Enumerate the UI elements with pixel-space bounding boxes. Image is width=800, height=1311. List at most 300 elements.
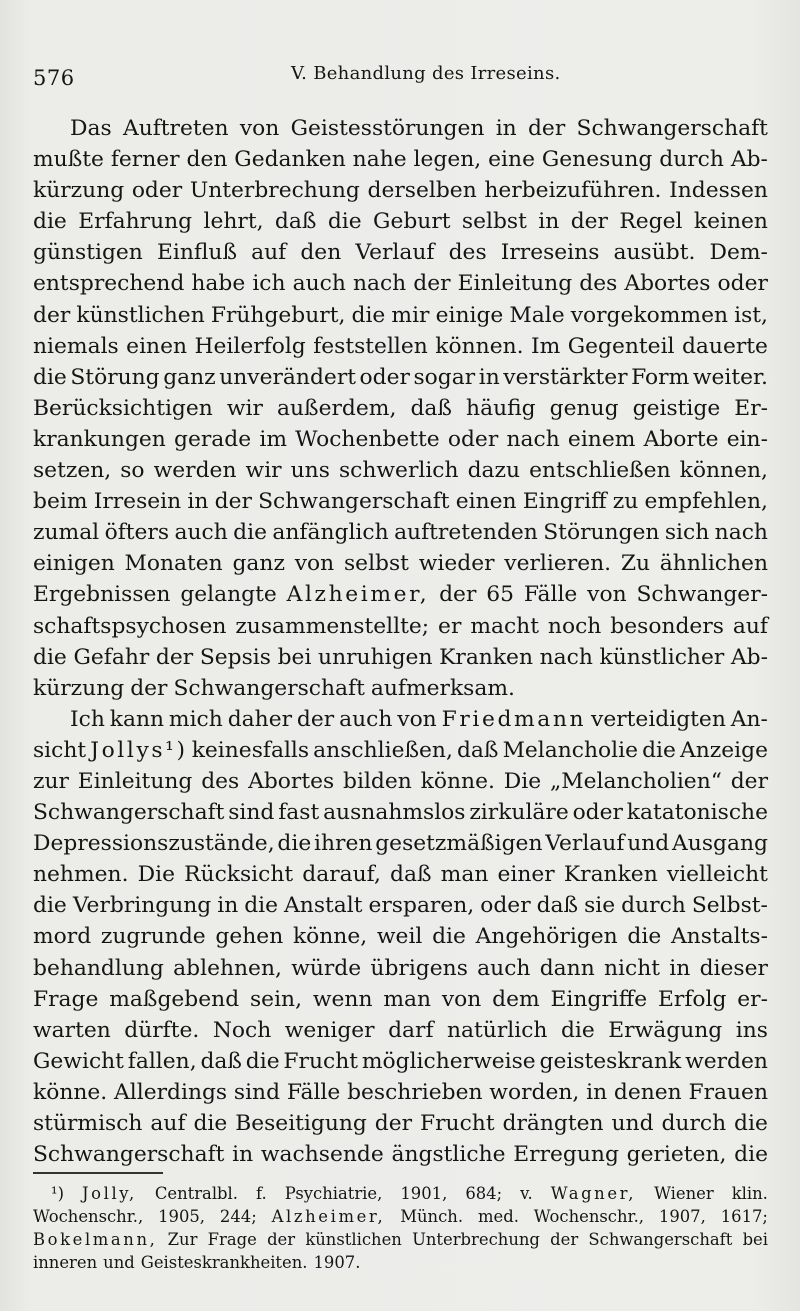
word: Indessen [669, 178, 768, 204]
word: Ergebnissen [33, 582, 171, 608]
word: Bokelmann, [33, 1230, 158, 1249]
word: Die [137, 862, 175, 888]
word: Frage [207, 1230, 257, 1249]
word: Schwanger- [636, 582, 768, 608]
word: ähnlichen [659, 551, 768, 577]
word: die [193, 1111, 228, 1136]
word: die [734, 1111, 768, 1136]
word: auf [150, 1111, 186, 1136]
word: selbst [343, 551, 409, 577]
word: dieser [699, 955, 768, 981]
word: Abortes [624, 271, 711, 297]
text-line [33, 735, 768, 766]
word: Gegenteil [567, 333, 675, 359]
word: Münch. [400, 1207, 464, 1226]
word: auf [251, 240, 287, 266]
word: f. [256, 1184, 267, 1203]
word: Zu [620, 551, 651, 577]
word: gesetzmäßigen [375, 831, 543, 857]
text-line [33, 953, 768, 984]
word: 1617; [720, 1207, 768, 1226]
word: eine [488, 147, 535, 173]
word: Irreseins [500, 240, 600, 266]
word: auch [174, 520, 228, 546]
word: daß [390, 862, 432, 888]
text-line [33, 890, 768, 921]
word: künstlichen [305, 1230, 402, 1249]
word: die [233, 520, 267, 546]
word: im [259, 426, 287, 452]
word: Irresein [93, 489, 182, 515]
word: Geisteskrankheiten. [140, 1253, 308, 1272]
body-text [33, 113, 768, 1170]
word: auf [732, 613, 768, 639]
word: Angehörigen [475, 924, 618, 950]
word: zu [612, 489, 639, 515]
word: er- [737, 986, 768, 1012]
word: sogar [413, 364, 476, 390]
word: Erregung [513, 1142, 619, 1168]
word: Centralbl. [154, 1184, 239, 1203]
word: habe [191, 271, 246, 297]
word: öfters [104, 520, 170, 546]
word: Jollys¹) [90, 737, 188, 763]
word: weil [376, 924, 423, 950]
word: Frühgeburt, [210, 302, 346, 328]
text-line [33, 548, 768, 579]
word: die [33, 644, 67, 670]
word: natürlich [447, 1017, 548, 1043]
text-line [33, 1108, 768, 1139]
word: 65 [486, 582, 514, 608]
word: Selbst- [691, 893, 768, 919]
word: sich [664, 520, 710, 546]
text-line [33, 237, 768, 268]
word: von [294, 551, 335, 577]
word: daß [456, 737, 499, 763]
word: man [440, 862, 489, 888]
word: Beseitigung [235, 1111, 367, 1136]
word: v. [520, 1184, 533, 1203]
word: einer [497, 862, 555, 888]
word: dem [492, 986, 540, 1012]
word: Monaten [124, 551, 223, 577]
text-line [33, 206, 768, 237]
word: Alzheimer, [271, 1207, 386, 1226]
word: Das [70, 116, 112, 141]
word: ist, [734, 302, 768, 328]
word: des [201, 768, 240, 794]
word: zusammenstellte; [235, 613, 430, 639]
word: gelangte [180, 582, 277, 608]
text-line [33, 486, 768, 517]
footnote-line [33, 1228, 768, 1251]
word: die [245, 1048, 280, 1074]
text-line [33, 1077, 768, 1108]
word: stürmisch [33, 1111, 143, 1136]
word: Frucht [283, 1048, 359, 1074]
word: ersparen, [368, 893, 475, 919]
word: einigen [33, 551, 115, 577]
word: einem [567, 426, 636, 452]
word: Frage [33, 986, 99, 1012]
word: gerieten, [626, 1142, 727, 1168]
word: oder [480, 893, 531, 919]
word: Male [509, 302, 565, 328]
word: Melancholie [502, 737, 639, 763]
word: Störungen [543, 520, 660, 546]
word: Friedmann [441, 706, 587, 732]
word: Jolly, [81, 1184, 137, 1203]
word: in [495, 116, 517, 141]
word: beschrieben [347, 1079, 483, 1105]
word: werden [685, 1048, 768, 1074]
word: gehen [215, 924, 284, 950]
word: keinesfalls [191, 737, 310, 763]
word: Auftreten [122, 116, 229, 141]
word: bilden [343, 768, 412, 794]
word: die [642, 737, 676, 763]
word: der [155, 644, 194, 670]
word: Gefahr [73, 644, 150, 670]
word: ängstliche [391, 1142, 506, 1168]
word: Dem- [709, 240, 768, 266]
word: so [120, 458, 145, 484]
word: einen [455, 489, 517, 515]
word: Genesung [541, 147, 653, 173]
word: die [627, 924, 662, 950]
word: einen [126, 333, 188, 359]
word: setzen, [33, 458, 112, 484]
word: der [730, 768, 768, 794]
word: nach [539, 644, 593, 670]
word: durch [659, 147, 724, 173]
word: nehmen. [33, 862, 129, 888]
word: auch [339, 706, 393, 732]
word: Erwägung [608, 1017, 723, 1043]
word: denen [613, 1079, 682, 1105]
word: weniger [284, 1017, 375, 1043]
word: lehrt, [203, 209, 264, 235]
word: zur [33, 768, 69, 794]
word: übrigens [370, 955, 468, 981]
word: mußte [33, 147, 104, 173]
word: Kranken [439, 644, 533, 670]
word: vielleicht [666, 862, 768, 888]
word: durch [661, 1111, 727, 1136]
word: Eingriffe [550, 986, 648, 1012]
word: wir [226, 395, 263, 421]
word: künstlicher [599, 644, 725, 670]
word: können. [435, 333, 524, 359]
word: und [627, 831, 670, 857]
word: 684; [465, 1184, 503, 1203]
word: könne, [292, 924, 368, 950]
word: verlieren. [504, 551, 612, 577]
word: kann [109, 706, 165, 732]
word: An- [730, 706, 768, 732]
word: herbeizuführen. [484, 178, 662, 204]
word: vorgekommen [570, 302, 729, 328]
text-line [33, 921, 768, 952]
word: von [441, 986, 482, 1012]
word: mir [391, 302, 430, 328]
word: Wiener [654, 1184, 714, 1203]
word: dauerte [681, 333, 768, 359]
word: der [439, 582, 477, 608]
word: Anzeige [680, 737, 768, 763]
word: oder [717, 271, 768, 297]
text-line [33, 517, 768, 548]
word: derselben [367, 178, 477, 204]
word: keinen [693, 209, 768, 235]
word: ein- [726, 426, 768, 452]
word: entsprechend [33, 271, 185, 297]
word: die [33, 893, 67, 919]
word: Erfolg [658, 986, 727, 1012]
word: katatonische [626, 800, 768, 826]
word: der [374, 1111, 413, 1136]
word: ablehnen, [173, 955, 282, 981]
text-line [33, 828, 768, 859]
word: die [277, 831, 312, 857]
word: zumal [33, 520, 100, 546]
word: inneren [33, 1253, 98, 1272]
word: sie [584, 893, 616, 919]
word: Ab- [730, 644, 768, 670]
word: die [33, 209, 67, 235]
word: die [327, 209, 362, 235]
word: klin. [731, 1184, 768, 1203]
word: bei [277, 644, 312, 670]
text-line [33, 300, 768, 331]
word: Regel [619, 209, 683, 235]
word: Störung [70, 364, 160, 390]
word: könne. [33, 1079, 108, 1105]
word: unruhigen [318, 644, 433, 670]
word: zirkuläre [469, 800, 569, 826]
word: häufig [466, 395, 536, 421]
word: Wagner, [550, 1184, 637, 1203]
word: man [383, 986, 432, 1012]
word: Berücksichtigen [33, 395, 213, 421]
word: würde [291, 955, 362, 981]
text-line [33, 268, 768, 299]
word: Im [531, 333, 561, 359]
word: Gewicht [33, 1048, 124, 1074]
text-line [33, 1139, 768, 1170]
word: Heilerfolg [194, 333, 306, 359]
word: einige [435, 302, 504, 328]
word: Einleitung [457, 271, 573, 297]
word: werden [153, 458, 237, 484]
word: behandlung [33, 955, 164, 981]
word: der [33, 302, 71, 328]
word: ihren [314, 831, 373, 857]
word: med. [477, 1207, 519, 1226]
word: verteidigten [591, 706, 726, 732]
word: nach [714, 520, 768, 546]
word: besonders [610, 613, 724, 639]
word: oder [572, 800, 623, 826]
word: auch [292, 271, 346, 297]
word: Depressionszustände, [33, 831, 275, 857]
word: Ausgang [672, 831, 768, 857]
word: Form [631, 364, 690, 390]
footnotes [33, 1182, 768, 1274]
word: Schwangerschaft [33, 1142, 225, 1168]
word: schwerlich [338, 458, 459, 484]
word: der [527, 116, 566, 141]
text-line [33, 175, 768, 206]
word: von [397, 706, 437, 732]
word: dann [539, 955, 595, 981]
word: Anstalt [284, 893, 363, 919]
text-line [33, 455, 768, 486]
word: möglicherweise [361, 1048, 536, 1074]
word: beim [33, 489, 88, 515]
word: günstigen [33, 240, 143, 266]
word: die [734, 1142, 768, 1168]
word: der [130, 675, 168, 701]
word: 1905, [158, 1207, 206, 1226]
word: des [448, 240, 487, 266]
word: sind [233, 1079, 281, 1105]
word: 1907, [658, 1207, 706, 1226]
word: niemals [33, 333, 119, 359]
word: Abortes [248, 768, 335, 794]
word: daß [274, 209, 317, 235]
text-line [33, 673, 768, 704]
word: und [611, 1111, 654, 1136]
word: 1907. [313, 1253, 361, 1272]
word: Schwangerschaft [576, 116, 768, 141]
word: krankungen [33, 426, 166, 452]
word: verstärkter [503, 364, 628, 390]
word: Unterbrechung [412, 1230, 540, 1249]
word: ganz [232, 551, 285, 577]
text-line [33, 1015, 768, 1046]
text-line [33, 113, 768, 144]
word: der [550, 1230, 579, 1249]
word: weiter. [692, 364, 768, 390]
text-line [33, 331, 768, 362]
word: warten [33, 1017, 111, 1043]
word: unverändert [219, 364, 356, 390]
word: der [267, 1230, 296, 1249]
word: in [586, 1079, 608, 1105]
word: wieder [418, 551, 495, 577]
word: den [300, 240, 342, 266]
word: daß [536, 893, 579, 919]
word: in [538, 209, 560, 235]
word: Einfluß [156, 240, 238, 266]
word: Ich [70, 706, 105, 732]
word: Schwangerschaft [258, 489, 450, 515]
word: Fälle [523, 582, 578, 608]
word: des [579, 271, 618, 297]
word: Einleitung [77, 768, 193, 794]
word: 1901, [400, 1184, 448, 1203]
word: Sepsis [199, 644, 271, 670]
word: Wochenbette [295, 426, 440, 452]
word: in [669, 955, 691, 981]
text-line [33, 766, 768, 797]
footnote-line [33, 1205, 768, 1228]
text-line [33, 1046, 768, 1077]
word: ganz [163, 364, 216, 390]
word: Unterbrechung [189, 178, 360, 204]
text-line [33, 984, 768, 1015]
word: Zur [167, 1230, 198, 1249]
word: selbst [461, 209, 527, 235]
word: daher [227, 706, 293, 732]
word: nach [352, 271, 407, 297]
word: der [413, 271, 451, 297]
word: oder [359, 364, 410, 390]
text-line [33, 362, 768, 393]
word: Alzheimer, [286, 582, 430, 608]
word: Geistesstörungen [290, 116, 485, 141]
word: ausnahmslos [323, 800, 466, 826]
word: Frucht [420, 1111, 495, 1136]
word: mich [168, 706, 223, 732]
word: Rücksicht [184, 862, 294, 888]
word: dürfte. [124, 1017, 200, 1043]
word: Allerdings [114, 1079, 228, 1105]
word: kürzung [33, 675, 125, 701]
word: auftretenden [394, 520, 538, 546]
word: in [217, 893, 239, 919]
word: außerdem, [277, 395, 397, 421]
word: Erfahrung [78, 209, 193, 235]
word: legen, [413, 147, 482, 173]
text-line [33, 424, 768, 455]
word: können, [679, 458, 768, 484]
word: entschließen [529, 458, 671, 484]
word: und [103, 1253, 135, 1272]
word: „Melancholien“ [549, 768, 722, 794]
word: 244; [219, 1207, 257, 1226]
word: Aborte [643, 426, 719, 452]
text-line [33, 797, 768, 828]
word: macht [470, 613, 539, 639]
text-line [33, 704, 768, 735]
word: oder [447, 426, 499, 452]
word: Verlauf [355, 240, 435, 266]
word: Die [503, 768, 542, 794]
word: Geburt [373, 209, 451, 235]
word: Gedanken [234, 147, 346, 173]
word: oder [131, 178, 183, 204]
word: gerade [174, 426, 252, 452]
word: Fälle [286, 1079, 341, 1105]
word: uns [290, 458, 330, 484]
word: nahe [352, 147, 407, 173]
word: in [232, 1142, 254, 1168]
word: auch [477, 955, 531, 981]
word: sein, [249, 986, 303, 1012]
running-head: V. Behandlung des Irreseins. [291, 63, 561, 84]
text-line [33, 859, 768, 890]
word: empfehlen, [644, 489, 768, 515]
text-line [33, 642, 768, 673]
word: feststellen [313, 333, 428, 359]
page-header [33, 62, 768, 92]
word: maßgebend [109, 986, 240, 1012]
word: der [214, 489, 252, 515]
word: geisteskrank [539, 1048, 682, 1074]
